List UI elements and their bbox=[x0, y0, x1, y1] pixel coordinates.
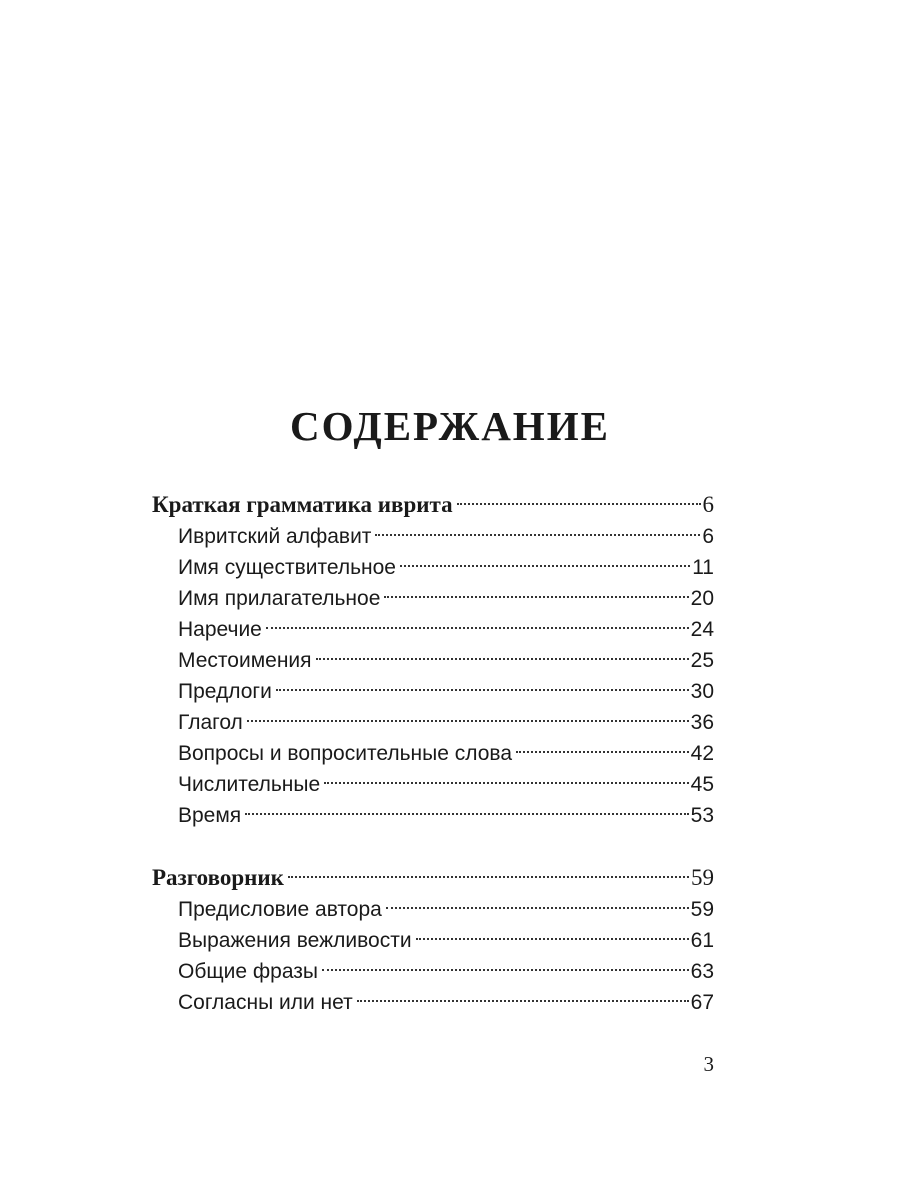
toc-section bbox=[152, 481, 714, 517]
toc-item-title: Предлоги bbox=[178, 680, 272, 703]
dot-leader bbox=[288, 854, 689, 885]
toc-item-title: Глагол bbox=[178, 711, 243, 734]
toc-item-title: Числительные bbox=[178, 773, 321, 796]
toc-page-number: 61 bbox=[690, 929, 714, 952]
toc-page-number: 42 bbox=[690, 742, 714, 765]
toc-item-title: Наречие bbox=[178, 618, 262, 641]
toc-item-title: Имя прилагательное bbox=[178, 587, 381, 610]
dot-leader bbox=[457, 481, 701, 512]
toc-page-number: 36 bbox=[690, 711, 714, 734]
dot-leader bbox=[245, 791, 688, 822]
dot-leader bbox=[322, 947, 689, 978]
toc-page-number: 67 bbox=[690, 991, 714, 1014]
dot-leader bbox=[324, 760, 689, 791]
page-number: 3 bbox=[703, 1052, 714, 1076]
toc-page-number: 20 bbox=[690, 587, 714, 610]
dot-leader bbox=[375, 512, 700, 543]
dot-leader bbox=[416, 916, 689, 947]
toc-page-number: 53 bbox=[690, 804, 714, 827]
toc-page-number: 63 bbox=[690, 960, 714, 983]
toc-page-number: 59 bbox=[691, 865, 714, 890]
dot-leader bbox=[276, 667, 689, 698]
dot-leader bbox=[266, 605, 689, 636]
toc-page-number: 6 bbox=[702, 492, 714, 517]
toc-page-number: 11 bbox=[692, 556, 714, 579]
dot-leader bbox=[316, 636, 689, 667]
page-title: СОДЕРЖАНИЕ bbox=[290, 403, 610, 449]
table-of-contents bbox=[152, 481, 714, 1014]
toc-item-title: Имя существительное bbox=[178, 556, 396, 579]
toc-page-number: 45 bbox=[690, 773, 714, 796]
toc-page-number: 25 bbox=[690, 649, 714, 672]
toc-section bbox=[152, 854, 714, 890]
toc-section-group bbox=[152, 481, 714, 827]
dot-leader bbox=[516, 729, 689, 760]
toc-item-title: Ивритский алфавит bbox=[178, 525, 372, 548]
dot-leader bbox=[386, 885, 689, 916]
dot-leader bbox=[357, 978, 689, 1009]
toc-section-title: Разговорник bbox=[152, 865, 284, 890]
toc-section-title: Краткая грамматика иврита bbox=[152, 492, 453, 517]
dot-leader bbox=[400, 543, 690, 574]
dot-leader bbox=[247, 698, 689, 729]
dot-leader bbox=[384, 574, 688, 605]
toc-item-title: Время bbox=[178, 804, 242, 827]
toc-item-title: Вопросы и вопросительные слова bbox=[178, 742, 513, 765]
toc-page-number: 30 bbox=[690, 680, 714, 703]
toc-page-number: 59 bbox=[690, 898, 714, 921]
toc-page-number: 24 bbox=[690, 618, 714, 641]
toc-section-group bbox=[152, 854, 714, 1014]
toc-item-title: Общие фразы bbox=[178, 960, 319, 983]
toc-item-title: Местоимения bbox=[178, 649, 312, 672]
toc-item-title: Предисловие автора bbox=[178, 898, 382, 921]
toc-item-title: Выражения вежливости bbox=[178, 929, 412, 952]
toc-item-title: Согласны или нет bbox=[178, 991, 353, 1014]
toc-page-number: 6 bbox=[702, 525, 714, 548]
